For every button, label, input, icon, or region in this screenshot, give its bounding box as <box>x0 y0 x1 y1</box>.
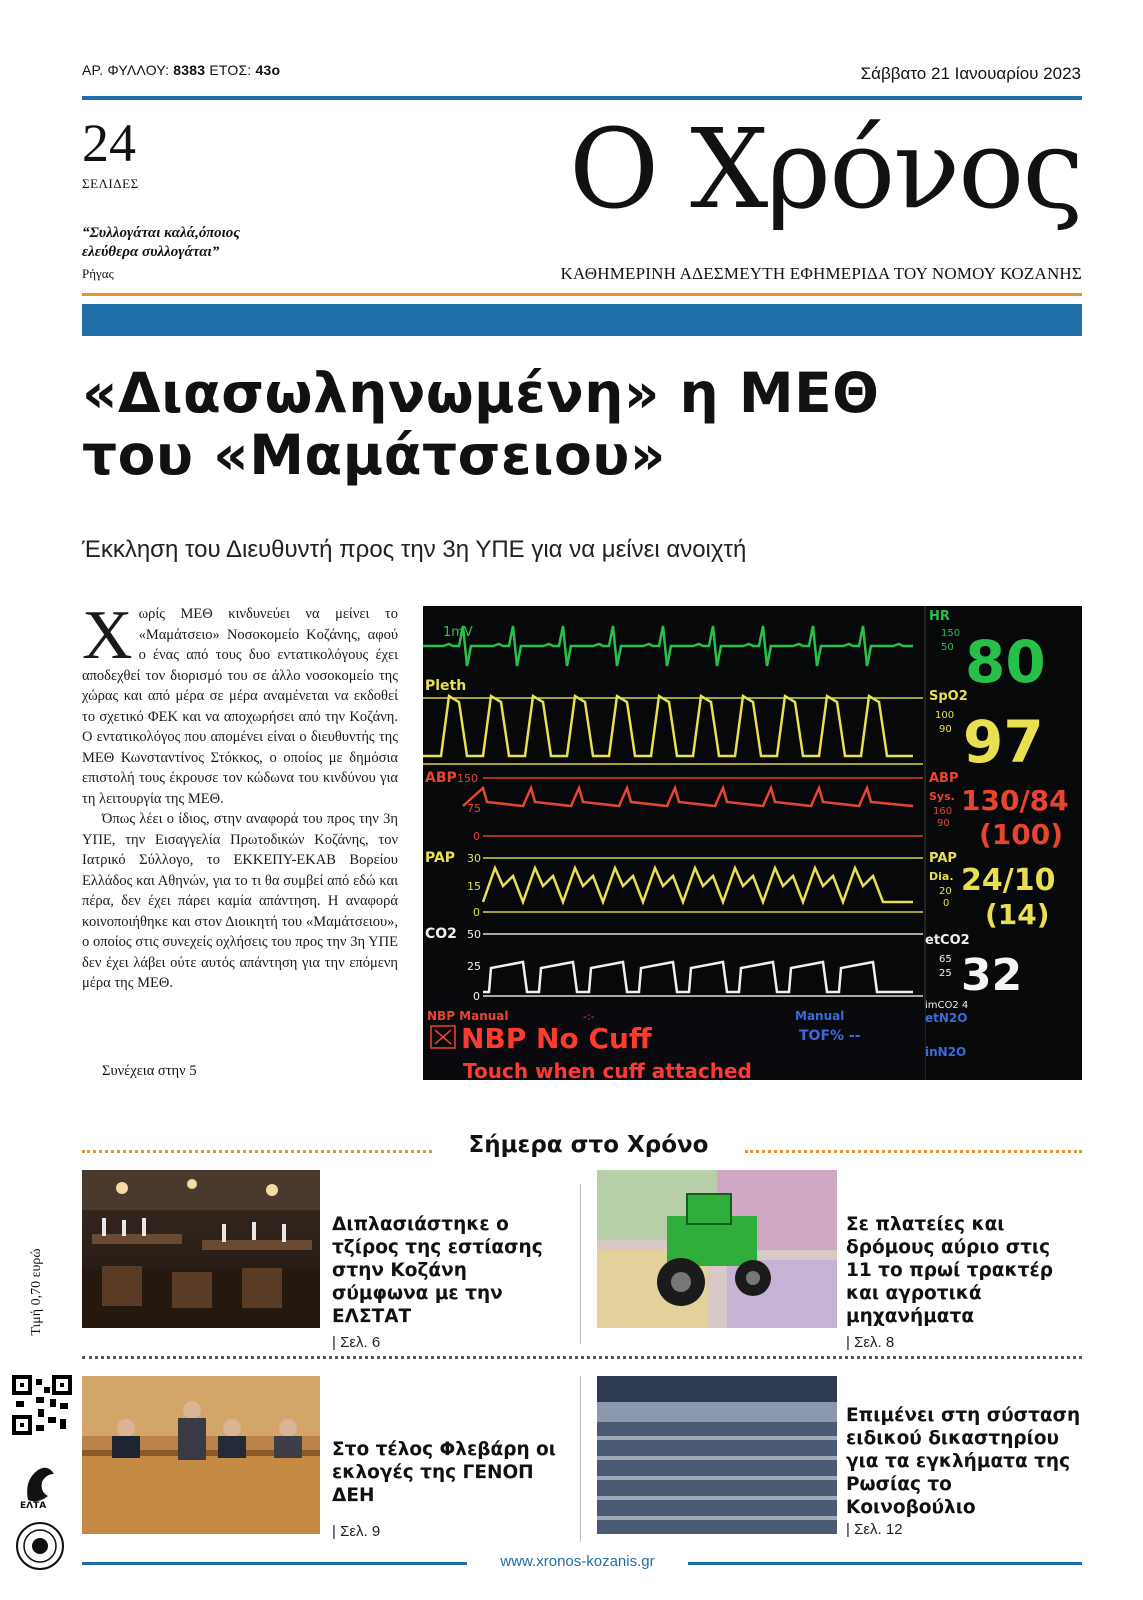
pap-mean: (14) <box>985 898 1050 931</box>
lead-article <box>82 597 398 994</box>
meeting-photo <box>82 1376 320 1534</box>
abp-limit-high: 160 <box>933 806 953 817</box>
issue-year-label: ΕΤΟΣ: <box>209 62 252 78</box>
issue-year-number: 43ο <box>255 62 281 78</box>
story-thumb-parliament[interactable] <box>597 1376 837 1534</box>
inn2o-label: inN2O <box>925 1045 967 1059</box>
pap-limit-low: 0 <box>943 898 950 909</box>
page-count: 24 <box>82 113 136 173</box>
today-section-title: Σήμερα στο Χρόνο <box>468 1132 709 1158</box>
story-thumb-meeting[interactable] <box>82 1376 320 1534</box>
hr-limit-high: 150 <box>941 628 961 639</box>
story-divider-bottom <box>580 1376 581 1542</box>
drop-cap: Χ <box>82 597 133 674</box>
etco2-label: etCO2 <box>925 933 970 948</box>
motto-author: Ρήγας <box>82 266 114 281</box>
tractor-photo <box>597 1170 837 1328</box>
etco2-value: 32 <box>961 950 1023 1001</box>
issue-date: Σάββατο 21 Ιανουαρίου 2023 <box>860 64 1081 83</box>
pleth-label: Pleth <box>425 678 467 694</box>
story-thumb-restaurant[interactable] <box>82 1170 320 1328</box>
qr-code-icon[interactable] <box>12 1375 72 1435</box>
spo2-limit-low: 90 <box>939 724 952 735</box>
elta-text: ΕΛΤΑ <box>20 1501 47 1510</box>
pap-side-label: PAP <box>929 851 957 866</box>
footer-website-link[interactable]: www.xronos-kozanis.gr <box>500 1553 655 1570</box>
pap-value: 24/10 <box>961 863 1056 898</box>
pap-scale-low: 0 <box>473 906 480 919</box>
etco2-limit-low: 25 <box>939 968 952 979</box>
pap-scale-high: 30 <box>467 852 481 865</box>
article-paragraph-1-text: ωρίς ΜΕΘ κινδυνεύει να μείνει το «Μαμάτσειο» Νοσοκομείο Κοζάνης, αφού ο ένας από τους δυο εντατικολόγους έχει αποδεχθεί τον διορισμό του σε άλλο νοσοκομείο της χώρας και από μέρα σε μέρα αναμένεται να εκδοθεί το σχετικό ΦΕΚ και να αποχωρήσει από την Κοζάνη. Ο εντατικολόγος που απομένει είναι ο διευθυντής της ΜΕΘ Κωνσταντίνος Στόκκος, ο οποίος με δημόσια επιστολή τους έκρουσε τον κώδωνα του κινδύνου για τη λειτουργία της ΜΕΘ. <box>82 606 398 807</box>
issue-info <box>82 62 280 78</box>
hr-value: 80 <box>965 628 1046 696</box>
story-page-parliament: | Σελ. 12 <box>846 1521 903 1538</box>
imco2-label: imCO2 4 <box>925 1000 969 1011</box>
page-count-label: ΣΕΛΙΔΕΣ <box>82 176 139 191</box>
abp-scale-mid: 75 <box>467 802 481 815</box>
footer-rule-right <box>688 1562 1082 1565</box>
elta-logo-graphic <box>14 1460 64 1510</box>
issue-sheet-number: 8383 <box>173 62 206 78</box>
elta-logo-icon <box>14 1460 64 1510</box>
pap-scale-mid: 15 <box>467 880 481 893</box>
stories-separator <box>82 1356 1082 1359</box>
publisher-seal-icon <box>14 1520 66 1572</box>
manual-label: Manual <box>795 1009 845 1023</box>
qr-code-graphic <box>12 1375 72 1435</box>
ecg-label: 1mV <box>443 625 473 640</box>
masthead-tagline: ΚΑΘΗΜΕΡΙΝΗ ΑΔΕΣΜΕΥΤΗ ΕΦΗΜΕΡΙΔΑ ΤΟΥ ΝΟΜΟΥ ΚΟΖΑΝΗΣ <box>560 264 1082 283</box>
spo2-label: SpO2 <box>929 689 968 704</box>
lead-headline-line2: του «Μαμάτσειου» <box>82 423 666 487</box>
article-paragraph-2: Όπως λέει ο ίδιος, στην αναφορά του προς την 3η ΥΠΕ, την Εισαγγελία Πρωτοδικών Κοζάνης, τον Ιατρικό Σύλλογο, το ΕΚΚΕΠΥ-ΕΚΑΒ Βορείου Ελλάδος και Αθηνών, για το τι θα συμβεί από εδώ και πέρα, δεν έχει πάρει καμία απάντηση. Η αναφορά κοινοποιήθηκε και στον Διοικητή του «Μαμάτσειου», ο οποίος στις συνεχείς οχλήσεις του προς την 3η ΥΠΕ δεν έχει λάβει ούτε αυτός απάντηση για την επόμενη μέρα της ΜΕΘ. <box>82 811 398 991</box>
pap-dia-label: Dia. <box>929 870 954 883</box>
motto-quote: “Συλλογάται καλά,όποιος ελεύθερα συλλογάται” <box>82 225 240 260</box>
abp-sys-label: Sys. <box>929 790 955 803</box>
story-page-restaurant: | Σελ. 6 <box>332 1334 381 1351</box>
story-page-tractor: | Σελ. 8 <box>846 1334 895 1351</box>
etn2o-label: etN2O <box>925 1011 968 1025</box>
co2-label: CO2 <box>425 926 457 942</box>
abp-scale-high: 150 <box>457 772 478 785</box>
hr-limit-low: 50 <box>941 642 954 653</box>
monitor-illustration <box>423 606 1082 1080</box>
lead-photo-monitor <box>423 606 1082 1080</box>
lead-subhead: Έκκληση του Διευθυντή προς την 3η ΥΠΕ για να μείνει ανοιχτή <box>82 536 747 563</box>
abp-scale-low: 0 <box>473 830 480 843</box>
abp-value: 130/84 <box>961 784 1069 817</box>
pap-limit-high: 20 <box>939 886 952 897</box>
blue-band <box>82 304 1082 336</box>
continued-link[interactable]: Συνέχεια στην 5 <box>102 1063 197 1079</box>
story-title-parliament[interactable]: Επιμένει στη σύσταση ειδικού δικαστηρίου για τα εγκλήματα της Ρωσίας το Κοινοβούλιο <box>846 1405 1081 1518</box>
restaurant-photo <box>82 1170 320 1328</box>
lead-headline <box>82 362 1082 486</box>
pap-label: PAP <box>425 850 456 866</box>
top-rule <box>82 96 1082 100</box>
abp-mean: (100) <box>979 818 1064 851</box>
story-page-meeting: | Σελ. 9 <box>332 1523 381 1540</box>
lead-headline-line1: «Διασωληνωμένη» η ΜΕΘ <box>82 361 880 425</box>
abp-label: ABP <box>425 770 457 786</box>
section-dots-right <box>745 1150 1082 1153</box>
masthead-title: Ο Χρόνος <box>568 105 1082 233</box>
story-title-restaurant[interactable]: Διπλασιάστηκε ο τζίρος της εστίασης στην Κοζάνη σύμφωνα με την ΕΛΣΤΑΤ <box>332 1214 543 1327</box>
story-divider-top <box>580 1184 581 1344</box>
nbp-touch-text: Touch when cuff attached <box>463 1059 752 1080</box>
spo2-limit-high: 100 <box>935 710 955 721</box>
story-thumb-tractor[interactable] <box>597 1170 837 1328</box>
abp-side-label: ABP <box>929 771 959 786</box>
story-title-meeting[interactable]: Στο τέλος Φλεβάρη οι εκλογές της ΓΕΝΟΠ ΔΕΗ <box>332 1439 556 1506</box>
tof-label: TOF% -- <box>799 1028 861 1044</box>
parliament-photo <box>597 1376 837 1534</box>
price-label <box>22 1222 52 1362</box>
spo2-value: 97 <box>963 708 1044 776</box>
price-text: Τιμή 0,70 ευρώ <box>29 1248 44 1336</box>
article-paragraph-1 <box>82 597 398 809</box>
hr-label: HR <box>929 609 950 624</box>
orange-rule <box>82 293 1082 296</box>
nbp-no-cuff: NBP No Cuff <box>461 1022 652 1055</box>
co2-scale-mid: 25 <box>467 960 481 973</box>
abp-limit-low: 90 <box>937 818 950 829</box>
co2-scale-high: 50 <box>467 928 481 941</box>
issue-sheet-label: ΑΡ. ΦΥΛΛΟΥ: <box>82 62 170 78</box>
etco2-limit-high: 65 <box>939 954 952 965</box>
nbp-dash: -:- <box>583 1010 595 1023</box>
section-dots-left <box>82 1150 432 1153</box>
footer-rule-left <box>82 1562 467 1565</box>
story-title-tractor[interactable]: Σε πλατείες και δρόμους αύριο στις 11 το πρωί τρακτέρ και αγροτικά μηχανήματα <box>846 1214 1053 1327</box>
nbp-manual-label: NBP Manual <box>427 1009 509 1023</box>
publisher-seal-graphic <box>14 1520 66 1572</box>
co2-scale-low: 0 <box>473 990 480 1003</box>
